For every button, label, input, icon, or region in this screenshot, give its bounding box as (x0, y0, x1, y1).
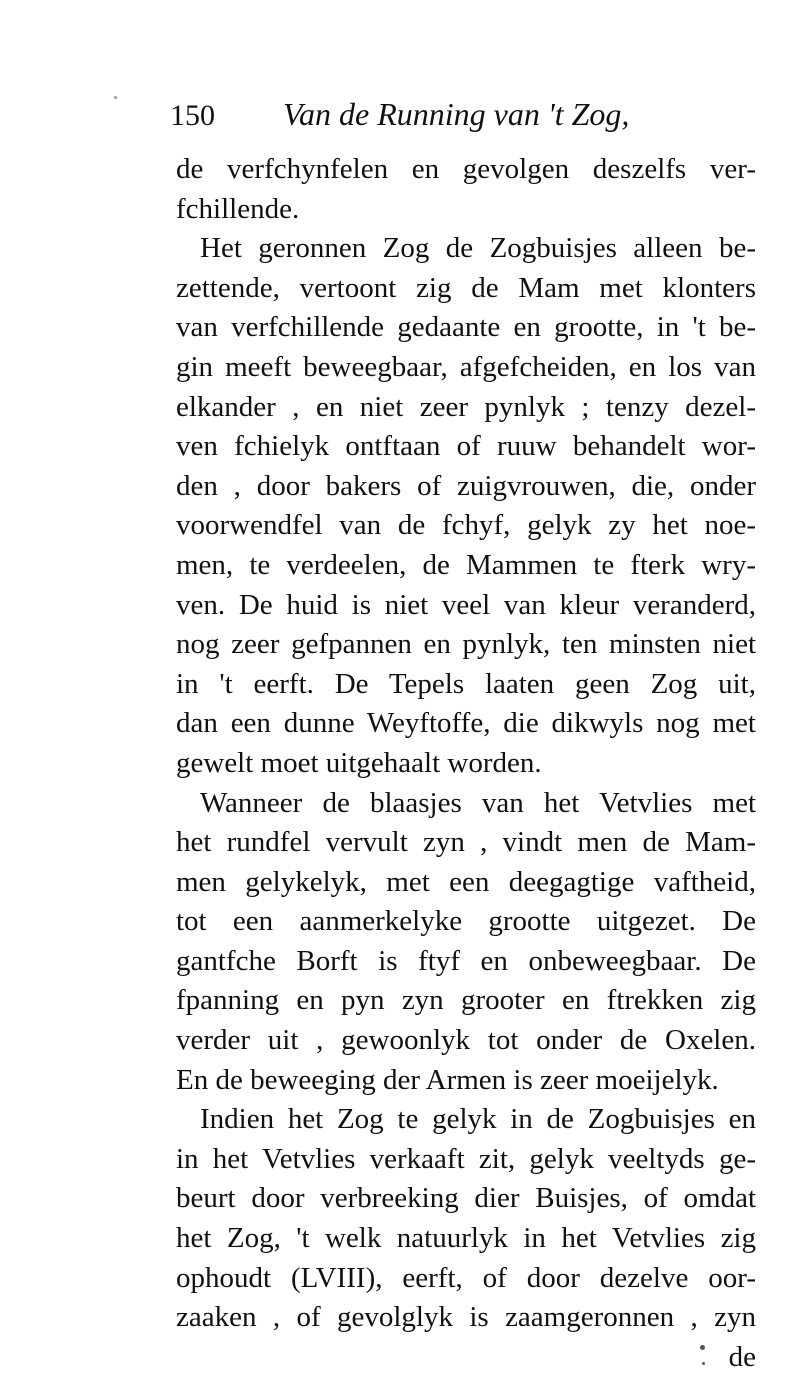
text-line: zaaken , of gevolglyk is zaamgeronnen , zyn (176, 1301, 756, 1334)
text-line: beurt door verbreeking dier Buisjes, of omdat (176, 1182, 756, 1215)
paragraph-start-line: Het geronnen Zog de Zogbuisjes alleen be- (200, 232, 756, 265)
text-line: nog zeer gefpannen en pynlyk, ten minsten niet (176, 628, 756, 661)
page-number: 150 (170, 99, 215, 132)
text-line: in 't eerft. De Tepels laaten geen Zog uit, (176, 667, 756, 700)
paragraph-start-line: Indien het Zog te gelyk in de Zogbuisjes en (200, 1103, 756, 1136)
text-line: den , door bakers of zuigvrouwen, die, onder (176, 469, 756, 502)
text-line: fchillende. (176, 192, 300, 225)
page-header (170, 96, 629, 133)
text-line: ven fchielyk ontftaan of ruuw behandelt wor- (176, 430, 756, 463)
text-line: ven. De huid is niet veel van kleur veranderd, (176, 588, 756, 621)
ink-speck (114, 96, 117, 99)
text-line: in het Vetvlies verkaaft zit, gelyk veeltyds ge- (176, 1142, 756, 1175)
text-line: verder uit , gewoonlyk tot onder de Oxelen. (176, 1024, 756, 1057)
text-line: gin meeft beweegbaar, afgefcheiden, en los van (176, 350, 756, 383)
catchword: de (728, 1340, 756, 1373)
text-line: elkander , en niet zeer pynlyk ; tenzy dezel- (176, 390, 756, 423)
text-line: tot een aanmerkelyke grootte uitgezet. De (176, 905, 756, 938)
text-line: men, te verdeelen, de Mammen te fterk wry- (176, 548, 756, 581)
text-line: gantfche Borft is ftyf en onbeweegbaar. De (176, 944, 756, 977)
text-line: dan een dunne Weyftoffe, die dikwyls nog met (176, 707, 756, 740)
text-line: En de beweeging der Armen is zeer moeijelyk. (176, 1063, 719, 1096)
text-line: gewelt moet uitgehaalt worden. (176, 746, 542, 779)
text-line: ophoudt (LVIII), eerft, of door dezelve oor- (176, 1261, 756, 1294)
text-line: van verfchillende gedaante en grootte, in 't be- (176, 311, 756, 344)
text-line: voorwendfel van de fchyf, gelyk zy het noe- (176, 509, 756, 542)
text-line: het Zog, 't welk natuurlyk in het Vetvlies zig (176, 1222, 756, 1255)
text-line: men gelykelyk, met een deegagtige vaftheid, (176, 865, 756, 898)
text-line: fpanning en pyn zyn grooter en ftrekken zig (176, 984, 756, 1017)
ink-speck (702, 1362, 705, 1365)
text-line: het rundfel vervult zyn , vindt men de Mam- (176, 826, 756, 859)
ink-speck (700, 1345, 705, 1350)
body-text (176, 150, 756, 1377)
running-head: Van de Running van 't Zog, (283, 96, 630, 132)
paragraph-start-line: Wanneer de blaasjes van het Vetvlies met (200, 786, 756, 819)
text-line: zettende, vertoont zig de Mam met klonters (176, 271, 756, 304)
text-line: de verfchynfelen en gevolgen deszelfs ver- (176, 153, 756, 185)
